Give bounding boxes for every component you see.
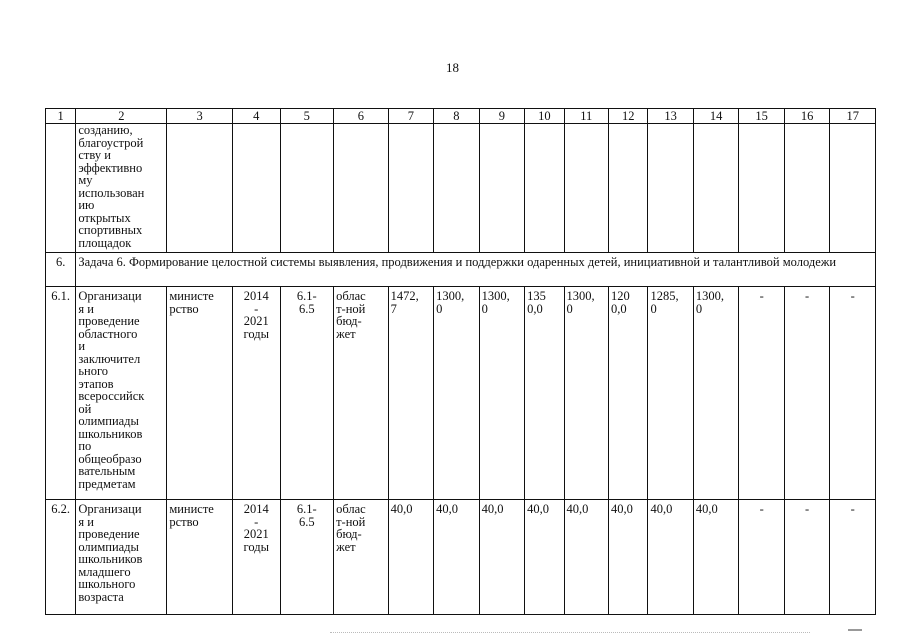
table-cell [280,124,334,253]
task-row [46,253,876,287]
table-cell [648,124,693,253]
column-header: 2 [76,109,167,124]
value-cell: - [784,500,829,615]
table-cell [830,124,876,253]
continuation-row [46,124,876,253]
table-row [46,500,876,615]
scan-mark [848,629,862,631]
value-cell: 40,0 [388,500,433,615]
period-cell: 2014 - 2021 годы [233,500,281,615]
value-cell: 135 0,0 [525,287,564,500]
executor-cell: министе рство [167,500,233,615]
value-cell: 40,0 [434,500,479,615]
table-cell [479,124,524,253]
value-cell: 1300, 0 [479,287,524,500]
column-header: 8 [434,109,479,124]
column-header: 11 [564,109,608,124]
table-cell [167,124,233,253]
table-cell [693,124,738,253]
row-number-cell: 6.2. [46,500,76,615]
table-cell [525,124,564,253]
program-table [45,108,876,615]
table-cell [233,124,281,253]
executor-cell: министе рство [167,287,233,500]
table-cell [784,124,829,253]
value-cell: - [784,287,829,500]
header-row [46,109,876,124]
value-cell: 1300, 0 [564,287,608,500]
indicators-cell: 6.1- 6.5 [280,287,334,500]
column-header: 14 [693,109,738,124]
column-header: 17 [830,109,876,124]
value-cell: 40,0 [564,500,608,615]
value-cell: 40,0 [609,500,648,615]
column-header: 7 [388,109,433,124]
value-cell: - [830,287,876,500]
column-header: 6 [334,109,389,124]
page-number: 18 [446,60,459,75]
table-cell [564,124,608,253]
column-header: 16 [784,109,829,124]
table-cell [334,124,389,253]
column-header: 5 [280,109,334,124]
table-cell [388,124,433,253]
task-text-cell: Задача 6. Формирование целостной системы выявления, продвижения и поддержки одаренных детей, инициативной и талантливой молодежи [76,253,876,287]
activity-name-cell: созданию, благоустрой ству и эффективно му использован ию открытых спортивных площадок [76,124,167,253]
value-cell: 40,0 [479,500,524,615]
table-cell [609,124,648,253]
value-cell: 120 0,0 [609,287,648,500]
column-header: 10 [525,109,564,124]
column-header: 15 [739,109,784,124]
value-cell: 1300, 0 [693,287,738,500]
funding-source-cell: облас т-ной бюд- жет [334,287,389,500]
indicators-cell: 6.1- 6.5 [280,500,334,615]
column-header: 4 [233,109,281,124]
table-cell [739,124,784,253]
funding-source-cell: облас т-ной бюд- жет [334,500,389,615]
table-cell [434,124,479,253]
activity-name-cell: Организаци я и проведение олимпиады школьников младшего школьного возраста [76,500,167,615]
column-header: 9 [479,109,524,124]
column-header: 13 [648,109,693,124]
table-row [46,287,876,500]
activity-name-cell: Организаци я и проведение областного и заключител ьного этапов всероссийск ой олимпиады школьников по общеобразо вательным предметам [76,287,167,500]
value-cell: 40,0 [693,500,738,615]
row-number-cell: 6.1. [46,287,76,500]
table-cell [46,124,76,253]
value-cell: 1472, 7 [388,287,433,500]
value-cell: - [739,287,784,500]
value-cell: 1300, 0 [434,287,479,500]
value-cell: 40,0 [525,500,564,615]
value-cell: - [739,500,784,615]
period-cell: 2014 - 2021 годы [233,287,281,500]
column-header: 1 [46,109,76,124]
scan-artifact [330,632,810,637]
column-header: 12 [609,109,648,124]
task-number-cell: 6. [46,253,76,287]
value-cell: 1285, 0 [648,287,693,500]
column-header: 3 [167,109,233,124]
value-cell: - [830,500,876,615]
value-cell: 40,0 [648,500,693,615]
